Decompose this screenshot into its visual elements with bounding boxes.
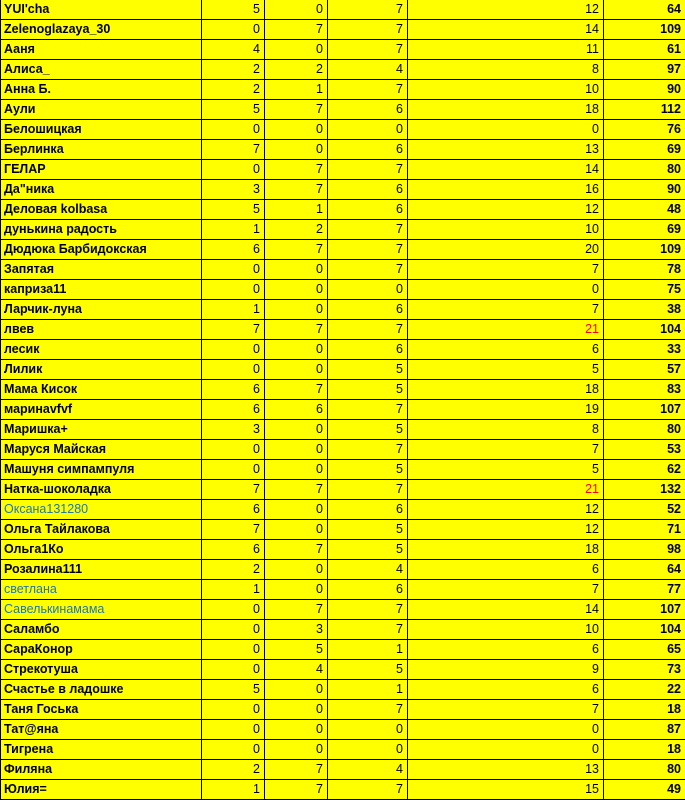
subtotal-cell: 14 — [408, 600, 604, 620]
score-cell-2: 3 — [265, 620, 328, 640]
score-cell-2: 0 — [265, 340, 328, 360]
table-row — [1, 480, 685, 500]
participant-name-cell: Ольга1Ко — [1, 540, 202, 560]
score-cell-1: 7 — [202, 480, 265, 500]
score-cell-2: 7 — [265, 180, 328, 200]
score-cell-2: 0 — [265, 580, 328, 600]
score-cell-2: 2 — [265, 60, 328, 80]
score-cell-1: 0 — [202, 640, 265, 660]
participant-name-cell: Натка-шоколадка — [1, 480, 202, 500]
total-cell: 104 — [604, 320, 685, 340]
table-row — [1, 640, 685, 660]
participant-name-cell: СараКонор — [1, 640, 202, 660]
score-cell-3: 7 — [328, 20, 408, 40]
score-cell-3: 5 — [328, 360, 408, 380]
table-row — [1, 620, 685, 640]
table-row — [1, 200, 685, 220]
score-cell-1: 0 — [202, 700, 265, 720]
score-cell-2: 7 — [265, 480, 328, 500]
score-cell-3: 7 — [328, 620, 408, 640]
subtotal-cell: 6 — [408, 680, 604, 700]
table-row — [1, 720, 685, 740]
subtotal-cell: 12 — [408, 520, 604, 540]
table-row — [1, 340, 685, 360]
table-row — [1, 160, 685, 180]
total-cell: 77 — [604, 580, 685, 600]
score-cell-1: 6 — [202, 380, 265, 400]
subtotal-cell: 6 — [408, 340, 604, 360]
total-cell: 97 — [604, 60, 685, 80]
subtotal-cell: 0 — [408, 740, 604, 760]
score-cell-2: 6 — [265, 400, 328, 420]
total-cell: 76 — [604, 120, 685, 140]
score-cell-1: 2 — [202, 760, 265, 780]
total-cell: 18 — [604, 700, 685, 720]
total-cell: 90 — [604, 180, 685, 200]
total-cell: 64 — [604, 0, 685, 20]
participant-name-cell: Тигрена — [1, 740, 202, 760]
subtotal-cell: 15 — [408, 780, 604, 800]
total-cell: 109 — [604, 20, 685, 40]
participant-name-cell: Филяна — [1, 760, 202, 780]
participant-name-cell: Деловая kolbasa — [1, 200, 202, 220]
subtotal-cell: 6 — [408, 640, 604, 660]
participant-name-cell: Маришка+ — [1, 420, 202, 440]
score-cell-2: 7 — [265, 240, 328, 260]
participant-name-cell: YUI'cha — [1, 0, 202, 20]
score-cell-2: 0 — [265, 560, 328, 580]
score-cell-2: 0 — [265, 40, 328, 60]
subtotal-cell: 13 — [408, 140, 604, 160]
total-cell: 80 — [604, 420, 685, 440]
score-cell-1: 6 — [202, 500, 265, 520]
subtotal-cell: 7 — [408, 300, 604, 320]
score-cell-3: 0 — [328, 120, 408, 140]
subtotal-cell: 5 — [408, 460, 604, 480]
score-cell-3: 5 — [328, 660, 408, 680]
total-cell: 107 — [604, 400, 685, 420]
table-row — [1, 420, 685, 440]
score-cell-3: 7 — [328, 0, 408, 20]
score-cell-3: 5 — [328, 520, 408, 540]
table-row — [1, 500, 685, 520]
score-cell-3: 7 — [328, 320, 408, 340]
score-cell-1: 0 — [202, 260, 265, 280]
score-cell-3: 4 — [328, 60, 408, 80]
participant-name-cell: Счастье в ладошке — [1, 680, 202, 700]
total-cell: 69 — [604, 140, 685, 160]
total-cell: 78 — [604, 260, 685, 280]
score-cell-1: 7 — [202, 520, 265, 540]
subtotal-cell: 0 — [408, 280, 604, 300]
table-row — [1, 560, 685, 580]
participant-name-cell: Анна Б. — [1, 80, 202, 100]
table-row — [1, 180, 685, 200]
subtotal-cell: 19 — [408, 400, 604, 420]
score-cell-3: 4 — [328, 760, 408, 780]
participant-name-cell: Саламбо — [1, 620, 202, 640]
participant-name-cell: Аули — [1, 100, 202, 120]
total-cell: 80 — [604, 760, 685, 780]
score-cell-2: 7 — [265, 20, 328, 40]
subtotal-cell: 14 — [408, 20, 604, 40]
score-cell-2: 5 — [265, 640, 328, 660]
score-cell-3: 5 — [328, 540, 408, 560]
score-cell-3: 7 — [328, 260, 408, 280]
score-cell-3: 7 — [328, 700, 408, 720]
table-row — [1, 520, 685, 540]
participant-name-cell: Савелькинамама — [1, 600, 202, 620]
subtotal-cell: 11 — [408, 40, 604, 60]
table-row — [1, 380, 685, 400]
score-cell-2: 7 — [265, 780, 328, 800]
subtotal-cell: 10 — [408, 620, 604, 640]
score-cell-1: 7 — [202, 140, 265, 160]
score-cell-2: 0 — [265, 0, 328, 20]
total-cell: 87 — [604, 720, 685, 740]
score-cell-1: 4 — [202, 40, 265, 60]
score-cell-3: 7 — [328, 780, 408, 800]
score-cell-2: 0 — [265, 140, 328, 160]
score-cell-2: 7 — [265, 100, 328, 120]
table-row — [1, 320, 685, 340]
table-row — [1, 700, 685, 720]
subtotal-cell: 8 — [408, 420, 604, 440]
total-cell: 48 — [604, 200, 685, 220]
total-cell: 22 — [604, 680, 685, 700]
participant-name-cell: Запятая — [1, 260, 202, 280]
total-cell: 64 — [604, 560, 685, 580]
participant-name-cell: Маруся Майская — [1, 440, 202, 460]
total-cell: 62 — [604, 460, 685, 480]
subtotal-cell: 12 — [408, 200, 604, 220]
score-cell-3: 1 — [328, 680, 408, 700]
score-cell-1: 6 — [202, 540, 265, 560]
total-cell: 33 — [604, 340, 685, 360]
score-cell-1: 0 — [202, 440, 265, 460]
table-row — [1, 600, 685, 620]
table-row — [1, 580, 685, 600]
table-row — [1, 660, 685, 680]
participant-name-cell: маринаvfvf — [1, 400, 202, 420]
score-cell-2: 0 — [265, 440, 328, 460]
score-cell-3: 1 — [328, 640, 408, 660]
score-cell-1: 5 — [202, 680, 265, 700]
participant-name-cell: светлана — [1, 580, 202, 600]
score-cell-1: 6 — [202, 240, 265, 260]
participant-name-cell: Ааня — [1, 40, 202, 60]
subtotal-cell: 12 — [408, 500, 604, 520]
score-cell-2: 7 — [265, 760, 328, 780]
score-cell-1: 0 — [202, 740, 265, 760]
participant-name-cell: Тат@яна — [1, 720, 202, 740]
subtotal-cell: 18 — [408, 100, 604, 120]
score-cell-1: 0 — [202, 120, 265, 140]
score-cell-1: 0 — [202, 720, 265, 740]
score-cell-2: 0 — [265, 700, 328, 720]
subtotal-cell: 0 — [408, 720, 604, 740]
score-cell-2: 0 — [265, 520, 328, 540]
participant-name-cell: Zelenoglazaya_30 — [1, 20, 202, 40]
score-cell-3: 7 — [328, 80, 408, 100]
subtotal-cell: 13 — [408, 760, 604, 780]
participant-name-cell: ГЕЛАР — [1, 160, 202, 180]
score-cell-2: 7 — [265, 320, 328, 340]
score-cell-3: 0 — [328, 280, 408, 300]
score-cell-1: 0 — [202, 280, 265, 300]
score-cell-2: 7 — [265, 600, 328, 620]
participant-name-cell: лвев — [1, 320, 202, 340]
participant-name-cell: Розалина111 — [1, 560, 202, 580]
score-cell-1: 0 — [202, 360, 265, 380]
participant-name-cell: Лилик — [1, 360, 202, 380]
total-cell: 73 — [604, 660, 685, 680]
score-cell-3: 7 — [328, 440, 408, 460]
table-row — [1, 20, 685, 40]
score-cell-3: 4 — [328, 560, 408, 580]
table-row — [1, 760, 685, 780]
score-cell-2: 0 — [265, 420, 328, 440]
total-cell: 109 — [604, 240, 685, 260]
score-cell-3: 6 — [328, 200, 408, 220]
score-cell-1: 0 — [202, 160, 265, 180]
total-cell: 65 — [604, 640, 685, 660]
score-cell-2: 7 — [265, 540, 328, 560]
subtotal-cell: 7 — [408, 260, 604, 280]
score-cell-3: 6 — [328, 140, 408, 160]
score-cell-1: 6 — [202, 400, 265, 420]
subtotal-cell: 21 — [408, 480, 604, 500]
participant-name-cell: Дюдюка Барбидокская — [1, 240, 202, 260]
participant-name-cell: Да"ника — [1, 180, 202, 200]
score-cell-3: 7 — [328, 40, 408, 60]
score-cell-2: 0 — [265, 260, 328, 280]
subtotal-cell: 0 — [408, 120, 604, 140]
total-cell: 98 — [604, 540, 685, 560]
subtotal-cell: 10 — [408, 220, 604, 240]
participant-name-cell: Оксана131280 — [1, 500, 202, 520]
score-cell-3: 5 — [328, 460, 408, 480]
score-cell-1: 1 — [202, 780, 265, 800]
total-cell: 83 — [604, 380, 685, 400]
participant-name-cell: Машуня симпампуля — [1, 460, 202, 480]
score-cell-2: 7 — [265, 380, 328, 400]
score-cell-3: 5 — [328, 420, 408, 440]
participant-name-cell: Таня Госька — [1, 700, 202, 720]
score-cell-1: 3 — [202, 420, 265, 440]
score-cell-2: 4 — [265, 660, 328, 680]
table-row — [1, 460, 685, 480]
total-cell: 75 — [604, 280, 685, 300]
table-row — [1, 360, 685, 380]
total-cell: 132 — [604, 480, 685, 500]
table-row — [1, 780, 685, 800]
subtotal-cell: 21 — [408, 320, 604, 340]
total-cell: 38 — [604, 300, 685, 320]
total-cell: 18 — [604, 740, 685, 760]
score-cell-2: 0 — [265, 120, 328, 140]
total-cell: 49 — [604, 780, 685, 800]
table-row — [1, 60, 685, 80]
score-cell-2: 0 — [265, 300, 328, 320]
subtotal-cell: 18 — [408, 540, 604, 560]
score-cell-3: 7 — [328, 160, 408, 180]
score-table-body — [1, 0, 685, 800]
score-cell-1: 3 — [202, 180, 265, 200]
participant-name-cell: Ольга Тайлакова — [1, 520, 202, 540]
participant-name-cell: Белошицкая — [1, 120, 202, 140]
table-row — [1, 240, 685, 260]
score-cell-1: 1 — [202, 580, 265, 600]
subtotal-cell: 20 — [408, 240, 604, 260]
participant-name-cell: Стрекотуша — [1, 660, 202, 680]
score-cell-1: 2 — [202, 560, 265, 580]
score-cell-3: 5 — [328, 380, 408, 400]
total-cell: 61 — [604, 40, 685, 60]
score-cell-2: 0 — [265, 720, 328, 740]
score-cell-3: 7 — [328, 220, 408, 240]
score-cell-1: 0 — [202, 340, 265, 360]
participant-name-cell: Мама Кисок — [1, 380, 202, 400]
score-cell-3: 6 — [328, 500, 408, 520]
total-cell: 53 — [604, 440, 685, 460]
subtotal-cell: 5 — [408, 360, 604, 380]
score-cell-2: 1 — [265, 200, 328, 220]
subtotal-cell: 7 — [408, 700, 604, 720]
score-cell-2: 0 — [265, 740, 328, 760]
total-cell: 80 — [604, 160, 685, 180]
participant-name-cell: Ларчик-луна — [1, 300, 202, 320]
score-cell-3: 0 — [328, 720, 408, 740]
subtotal-cell: 9 — [408, 660, 604, 680]
table-row — [1, 440, 685, 460]
table-row — [1, 400, 685, 420]
score-cell-1: 0 — [202, 660, 265, 680]
subtotal-cell: 14 — [408, 160, 604, 180]
score-cell-1: 5 — [202, 0, 265, 20]
table-row — [1, 120, 685, 140]
score-cell-1: 2 — [202, 60, 265, 80]
score-cell-3: 7 — [328, 480, 408, 500]
subtotal-cell: 6 — [408, 560, 604, 580]
total-cell: 104 — [604, 620, 685, 640]
score-cell-3: 6 — [328, 100, 408, 120]
total-cell: 90 — [604, 80, 685, 100]
subtotal-cell: 12 — [408, 0, 604, 20]
subtotal-cell: 7 — [408, 440, 604, 460]
table-row — [1, 540, 685, 560]
score-cell-2: 2 — [265, 220, 328, 240]
score-cell-1: 0 — [202, 620, 265, 640]
participant-name-cell: дунькина радость — [1, 220, 202, 240]
score-cell-2: 0 — [265, 280, 328, 300]
table-row — [1, 220, 685, 240]
score-cell-3: 7 — [328, 600, 408, 620]
score-cell-3: 6 — [328, 180, 408, 200]
score-cell-1: 7 — [202, 320, 265, 340]
total-cell: 57 — [604, 360, 685, 380]
score-cell-1: 0 — [202, 600, 265, 620]
score-cell-2: 7 — [265, 160, 328, 180]
table-row — [1, 140, 685, 160]
total-cell: 107 — [604, 600, 685, 620]
table-row — [1, 280, 685, 300]
table-row — [1, 40, 685, 60]
table-row — [1, 300, 685, 320]
subtotal-cell: 8 — [408, 60, 604, 80]
score-cell-2: 0 — [265, 460, 328, 480]
participant-name-cell: каприза11 — [1, 280, 202, 300]
table-row — [1, 260, 685, 280]
score-cell-1: 0 — [202, 460, 265, 480]
table-row — [1, 100, 685, 120]
participant-name-cell: Берлинка — [1, 140, 202, 160]
total-cell: 69 — [604, 220, 685, 240]
table-row — [1, 80, 685, 100]
participant-name-cell: Юлия= — [1, 780, 202, 800]
participant-name-cell: лесик — [1, 340, 202, 360]
score-cell-2: 0 — [265, 500, 328, 520]
score-cell-1: 0 — [202, 20, 265, 40]
subtotal-cell: 16 — [408, 180, 604, 200]
score-cell-3: 6 — [328, 300, 408, 320]
score-cell-1: 1 — [202, 300, 265, 320]
subtotal-cell: 18 — [408, 380, 604, 400]
score-cell-1: 5 — [202, 200, 265, 220]
score-cell-1: 1 — [202, 220, 265, 240]
score-cell-3: 7 — [328, 400, 408, 420]
score-cell-2: 0 — [265, 360, 328, 380]
score-cell-3: 6 — [328, 340, 408, 360]
table-row — [1, 0, 685, 20]
subtotal-cell: 10 — [408, 80, 604, 100]
subtotal-cell: 7 — [408, 580, 604, 600]
score-cell-3: 7 — [328, 240, 408, 260]
score-cell-2: 0 — [265, 680, 328, 700]
score-cell-1: 5 — [202, 100, 265, 120]
total-cell: 112 — [604, 100, 685, 120]
score-cell-1: 2 — [202, 80, 265, 100]
table-row — [1, 680, 685, 700]
score-cell-3: 0 — [328, 740, 408, 760]
total-cell: 52 — [604, 500, 685, 520]
score-cell-3: 6 — [328, 580, 408, 600]
total-cell: 71 — [604, 520, 685, 540]
score-cell-2: 1 — [265, 80, 328, 100]
participant-name-cell: Алиса_ — [1, 60, 202, 80]
table-row — [1, 740, 685, 760]
